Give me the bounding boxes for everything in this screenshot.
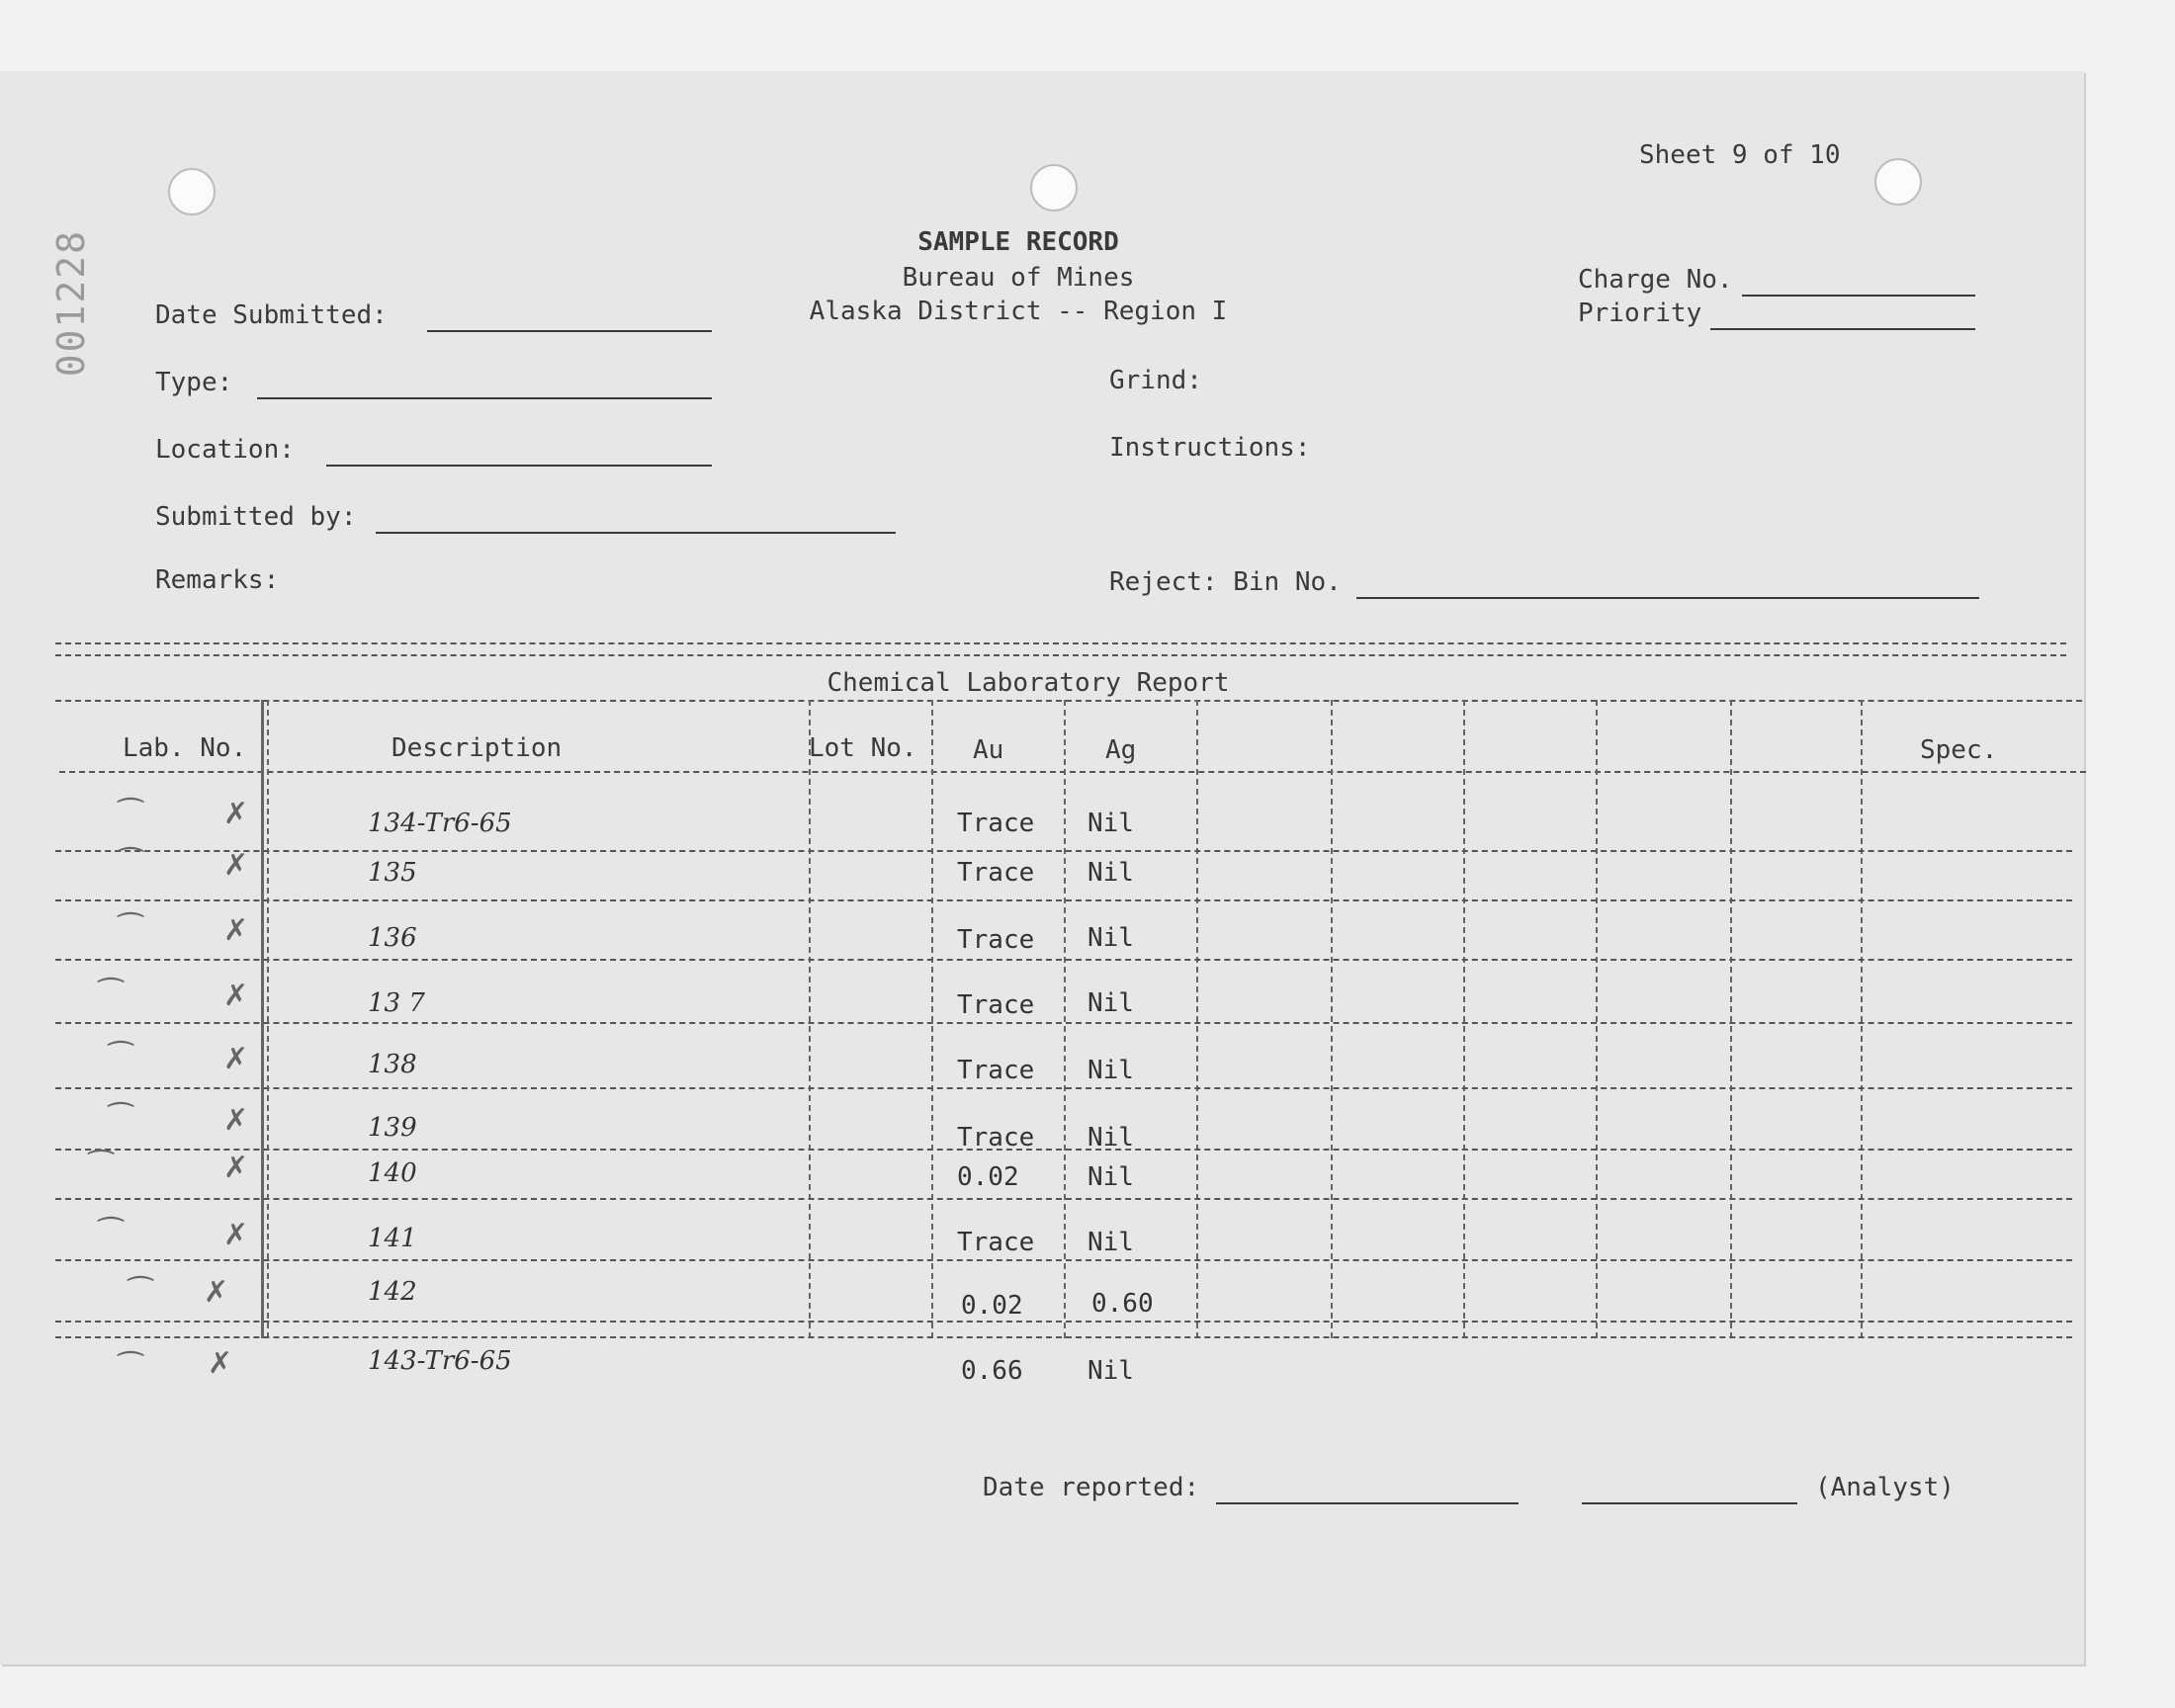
location-line — [326, 465, 712, 467]
row-description: 143-Tr6-65 — [368, 1346, 512, 1376]
grind-label: Grind: — [1109, 366, 1202, 395]
col-divider — [1861, 700, 1863, 1338]
row-ag: Nil — [1088, 923, 1134, 953]
form-district: Alaska District -- Region I — [809, 297, 1228, 326]
row-au: 0.02 — [957, 1162, 1019, 1192]
report-title: Chemical Laboratory Report — [826, 668, 1230, 698]
row-au: Trace — [957, 858, 1035, 888]
header-bottom-line — [59, 771, 2086, 773]
row-line — [55, 850, 2072, 852]
date-reported-label: Date reported: — [983, 1473, 1200, 1502]
separator-line-1 — [55, 642, 2066, 644]
row-line — [55, 899, 2072, 901]
row-au: 0.02 — [961, 1291, 1023, 1321]
x-mark-icon: ✗ — [223, 1103, 249, 1138]
reject-bin-label: Reject: Bin No. — [1109, 567, 1342, 597]
charge-no-line — [1742, 295, 1975, 297]
document-stamp-number: 001228 — [49, 229, 93, 378]
row-description: 136 — [368, 923, 417, 953]
row-line — [55, 1149, 2072, 1151]
row-line — [55, 1198, 2072, 1200]
row-description: 138 — [368, 1050, 417, 1079]
remarks-label: Remarks: — [155, 565, 280, 595]
type-line — [257, 397, 712, 399]
col-divider — [261, 700, 264, 1338]
row-ag: Nil — [1088, 809, 1134, 838]
row-au: 0.66 — [961, 1356, 1023, 1386]
separator-line-2 — [55, 654, 2066, 656]
row-ag: Nil — [1088, 988, 1134, 1018]
col-header-lab-no: Lab. No. — [123, 733, 247, 763]
x-mark-icon: ✗ — [223, 797, 249, 831]
row-au: Trace — [957, 809, 1035, 838]
check-mark-icon: ⁀ — [119, 913, 143, 948]
x-mark-icon: ✗ — [223, 848, 249, 883]
col-divider — [1463, 700, 1465, 1338]
date-submitted-line — [427, 330, 712, 332]
row-ag: Nil — [1088, 1162, 1134, 1192]
row-line — [55, 1321, 2072, 1323]
row-au: Trace — [957, 990, 1035, 1020]
row-line — [55, 959, 2072, 961]
row-line — [55, 1087, 2072, 1089]
row-ag: Nil — [1088, 1356, 1134, 1386]
col-divider — [931, 700, 933, 1338]
check-mark-icon: ⁀ — [109, 1103, 133, 1138]
col-divider — [1596, 700, 1598, 1338]
check-mark-icon: ⁀ — [119, 1352, 143, 1387]
x-mark-icon: ✗ — [208, 1346, 233, 1381]
charge-no-label: Charge No. — [1578, 265, 1733, 295]
row-description: 141 — [368, 1224, 417, 1253]
check-mark-icon: ⁀ — [109, 1042, 133, 1076]
row-description: 13 7 — [368, 988, 425, 1018]
analyst-label: (Analyst) — [1815, 1473, 1955, 1502]
row-description: 135 — [368, 858, 417, 888]
row-description: 139 — [368, 1113, 417, 1143]
type-label: Type: — [155, 368, 233, 397]
report-top-line — [55, 700, 2082, 702]
check-mark-icon: ⁀ — [89, 1151, 114, 1185]
col-header-au: Au — [973, 735, 1004, 765]
row-au: Trace — [957, 925, 1035, 955]
form-title: SAMPLE RECORD — [917, 227, 1119, 257]
x-mark-icon: ✗ — [204, 1275, 229, 1310]
priority-label: Priority — [1578, 299, 1702, 328]
col-header-ag: Ag — [1105, 735, 1137, 765]
row-au: Trace — [957, 1123, 1035, 1153]
x-mark-icon: ✗ — [223, 1042, 249, 1076]
date-reported-line — [1216, 1502, 1519, 1504]
x-mark-icon: ✗ — [223, 1151, 249, 1185]
row-description: 134-Tr6-65 — [368, 809, 512, 838]
col-divider — [809, 700, 811, 1338]
row-ag: Nil — [1088, 858, 1134, 888]
location-label: Location: — [155, 435, 295, 465]
sample-record-sheet — [0, 71, 2084, 1665]
row-description: 140 — [368, 1158, 417, 1188]
check-mark-icon: ⁀ — [119, 799, 143, 833]
row-au: Trace — [957, 1228, 1035, 1257]
check-mark-icon: ⁀ — [99, 979, 124, 1013]
col-divider — [267, 700, 269, 1338]
punch-hole-center — [1030, 164, 1078, 212]
submitted-by-line — [376, 532, 896, 534]
row-line — [55, 1336, 2072, 1338]
row-ag: Nil — [1088, 1228, 1134, 1257]
submitted-by-label: Submitted by: — [155, 502, 357, 532]
row-ag: Nil — [1088, 1123, 1134, 1153]
instructions-label: Instructions: — [1109, 433, 1311, 463]
check-mark-icon: ⁀ — [119, 848, 143, 883]
punch-hole-right — [1874, 158, 1922, 206]
row-ag: 0.60 — [1091, 1289, 1154, 1319]
col-header-description: Description — [392, 733, 563, 763]
col-header-lot-no: Lot No. — [809, 733, 917, 763]
check-mark-icon: ⁀ — [99, 1218, 124, 1252]
punch-hole-left — [168, 168, 216, 215]
x-mark-icon: ✗ — [223, 1218, 249, 1252]
x-mark-icon: ✗ — [223, 979, 249, 1013]
priority-line — [1710, 328, 1975, 330]
col-divider — [1196, 700, 1198, 1338]
row-line — [55, 1259, 2072, 1261]
col-divider — [1730, 700, 1732, 1338]
sheet-number: Sheet 9 of 10 — [1639, 140, 1841, 170]
col-divider — [1331, 700, 1333, 1338]
form-org: Bureau of Mines — [902, 263, 1135, 293]
col-header-spec: Spec. — [1920, 735, 1998, 765]
check-mark-icon: ⁀ — [129, 1277, 153, 1312]
row-description: 142 — [368, 1277, 417, 1307]
row-line — [55, 1022, 2072, 1024]
reject-bin-line — [1356, 597, 1979, 599]
date-submitted-label: Date Submitted: — [155, 300, 388, 330]
row-ag: Nil — [1088, 1056, 1134, 1085]
x-mark-icon: ✗ — [223, 913, 249, 948]
col-divider — [1064, 700, 1066, 1338]
analyst-line — [1582, 1502, 1797, 1504]
row-au: Trace — [957, 1056, 1035, 1085]
